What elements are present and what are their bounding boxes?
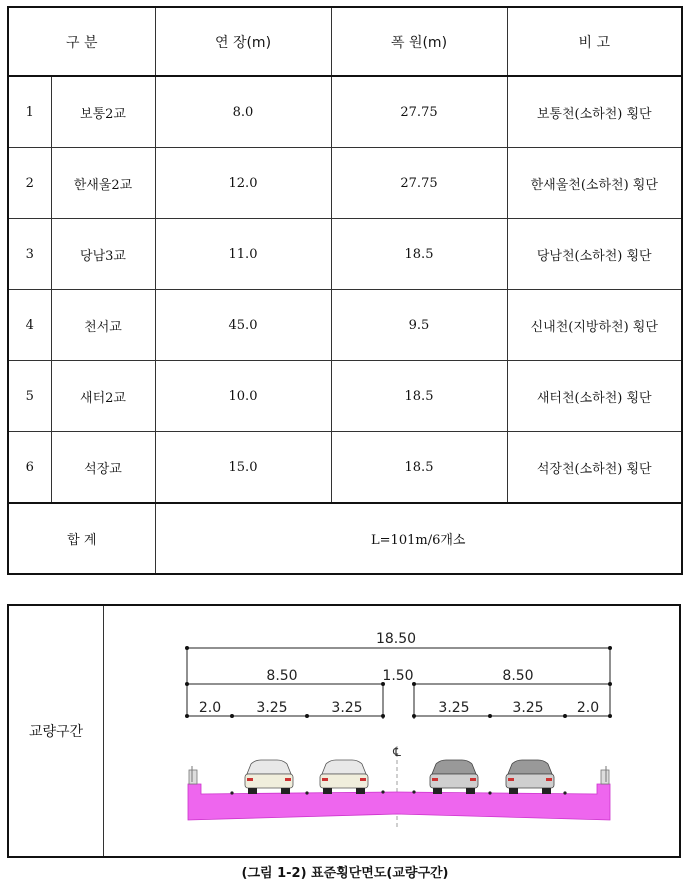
row-name: 당남3교 [51,219,155,290]
section-label: 교량구간 [9,606,104,856]
car-icon [430,760,478,794]
dim-total: 18.50 [375,631,417,647]
row-length: 10.0 [155,361,331,432]
car-icon [506,760,554,794]
row-no: 4 [8,290,51,361]
row-width: 9.5 [331,290,507,361]
dim-left-shoulder: 2.0 [198,700,222,716]
car-icon [320,760,368,794]
figure-caption: (그림 1-2) 표준횡단면도(교량구간) [241,866,449,881]
dim-left-half: 8.50 [266,668,298,684]
row-name: 보통2교 [51,76,155,148]
row-no: 1 [8,76,51,148]
table-row [8,361,682,432]
centerline-symbol: ℄ [393,745,401,759]
row-length: 15.0 [155,432,331,504]
dim-right-lane1: 3.25 [438,700,470,716]
header-length: 연 장(m) [155,7,331,76]
row-name: 새터2교 [51,361,155,432]
table-row [8,290,682,361]
header-width: 폭 원(m) [331,7,507,76]
cross-section-panel [7,604,681,858]
row-width: 27.75 [331,76,507,148]
row-width: 18.5 [331,361,507,432]
bridge-table [7,6,683,575]
row-name: 천서교 [51,290,155,361]
table-row [8,219,682,290]
row-length: 11.0 [155,219,331,290]
row-remark: 석장천(소하천) 횡단 [507,432,682,504]
row-no: 2 [8,148,51,219]
row-remark: 보통천(소하천) 횡단 [507,76,682,148]
row-no: 3 [8,219,51,290]
table-header-row [8,7,682,76]
barrier-left [189,766,197,784]
row-width: 27.75 [331,148,507,219]
row-name: 석장교 [51,432,155,504]
row-width: 18.5 [331,432,507,504]
dim-right-lane2: 3.25 [512,700,544,716]
dim-left-lane2: 3.25 [331,700,363,716]
row-no: 6 [8,432,51,504]
dim-left-lane1: 3.25 [256,700,288,716]
header-remark: 비 고 [507,7,682,76]
row-remark: 한새울천(소하천) 횡단 [507,148,682,219]
table-total-row [8,503,682,574]
table-row [8,432,682,504]
barrier-right [601,766,609,784]
dim-right-half: 8.50 [502,668,534,684]
header-category: 구 분 [8,7,155,76]
row-length: 12.0 [155,148,331,219]
total-label: 합 계 [8,503,155,574]
total-value: L=101m/6개소 [155,503,682,574]
row-name: 한새울2교 [51,148,155,219]
row-remark: 새터천(소하천) 횡단 [507,361,682,432]
row-length: 45.0 [155,290,331,361]
row-width: 18.5 [331,219,507,290]
cross-section-drawing [104,606,679,856]
row-length: 8.0 [155,76,331,148]
table-row [8,76,682,148]
dim-median: 1.50 [382,668,414,684]
table-row [8,148,682,219]
dim-right-shoulder: 2.0 [576,700,600,716]
car-icon [245,760,293,794]
row-remark: 당남천(소하천) 횡단 [507,219,682,290]
row-remark: 신내천(지방하천) 횡단 [507,290,682,361]
row-no: 5 [8,361,51,432]
